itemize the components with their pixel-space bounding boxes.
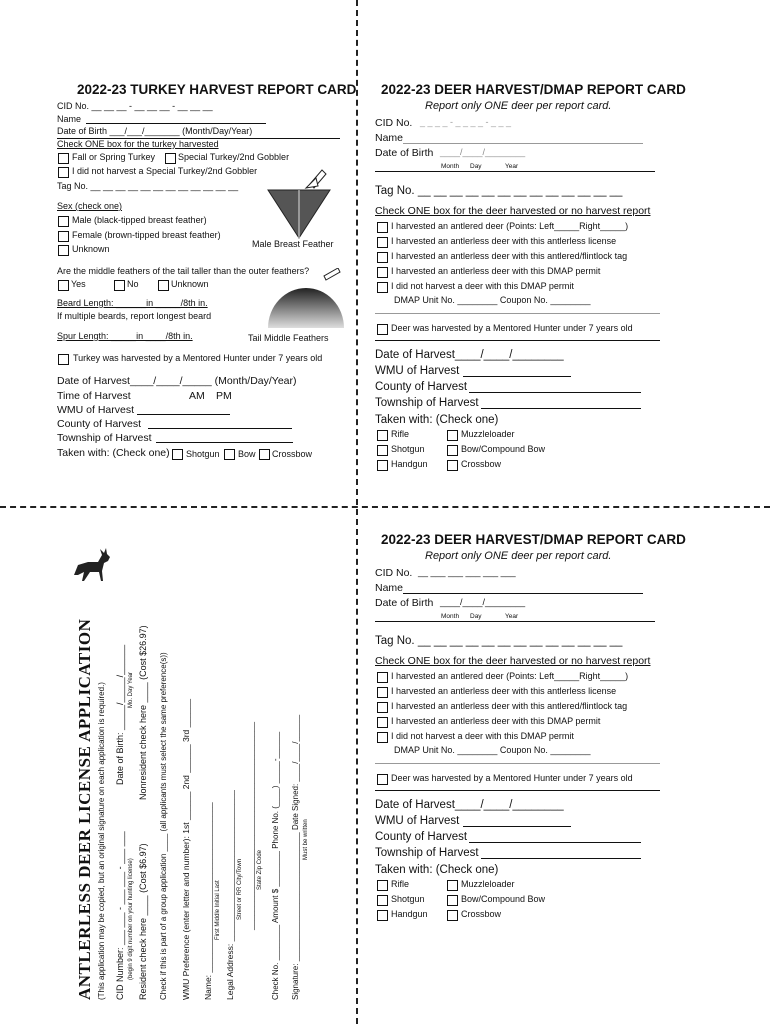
deer-date-harvest-field[interactable]: Date of Harvest____/____/________: [375, 799, 564, 811]
deer-card-title: 2022-23 DEER HARVEST/DMAP REPORT CARD: [381, 82, 686, 97]
checkbox-sex-unknown[interactable]: [58, 245, 69, 256]
checkbox-crossbow[interactable]: [447, 910, 458, 921]
label-rifle: Rifle: [391, 429, 410, 439]
turkey-check-one-heading: Check ONE box for the turkey harvested: [57, 139, 219, 149]
deer-tag-field[interactable]: Tag No. __ __ __ __ __ __ __ __ __ __ __ __ __: [375, 635, 623, 647]
deer-wmu-line[interactable]: [463, 826, 571, 827]
male-breast-feather-icon: [266, 168, 336, 240]
turkey-card-title: 2022-23 TURKEY HARVEST REPORT CARD: [77, 82, 357, 97]
label-fall-spring-turkey: Fall or Spring Turkey: [72, 152, 156, 162]
deer-wmu-label: WMU of Harvest: [375, 815, 460, 827]
resident-check-field[interactable]: Resident check here ____ (Cost $6.97): [138, 843, 148, 1000]
checkbox-muzzleloader[interactable]: [447, 880, 458, 891]
label-sex-unknown: Unknown: [72, 244, 110, 254]
application-dob-field[interactable]: Date of Birth: _____/_____/______: [115, 644, 125, 785]
application-title: ANTLERLESS DEER LICENSE APPLICATION: [75, 618, 94, 1000]
deer-check-one-heading: Check ONE box for the deer harvested or no harvest report: [375, 655, 651, 667]
label-muzzleloader: Muzzleloader: [461, 879, 515, 889]
label-crossbow: Crossbow: [461, 909, 502, 919]
divider: [375, 340, 660, 341]
dob-hint-month: Month: [441, 163, 460, 170]
checkbox-antlered[interactable]: [377, 672, 388, 683]
deer-taken-with-label: Taken with: (Check one): [375, 864, 499, 876]
label-turkey-bow: Bow: [238, 449, 256, 459]
turkey-county-label: County of Harvest: [57, 418, 142, 430]
checkbox-antlerless-dmap[interactable]: [377, 717, 388, 728]
checkbox-no-dmap-harvest[interactable]: [377, 282, 388, 293]
label-special-turkey: Special Turkey/2nd Gobbler: [178, 152, 290, 162]
beard-length-field[interactable]: Beard Length: ______in _____/8th in.: [57, 298, 208, 308]
checkbox-tail-no[interactable]: [114, 280, 125, 291]
label-tail-unknown: Unknown: [171, 279, 209, 289]
application-name-field[interactable]: Name: ____________________________________: [203, 802, 213, 1000]
deer-name-line[interactable]: [403, 593, 643, 594]
checkbox-turkey-mentored[interactable]: [58, 354, 69, 365]
checkbox-sex-female[interactable]: [58, 231, 69, 242]
tail-feather-question: Are the middle feathers of the tail taller than the outer feathers?: [57, 266, 310, 276]
label-handgun: Handgun: [391, 459, 428, 469]
deer-dob-blanks[interactable]: ____/____/________: [440, 597, 526, 607]
label-antlered: I harvested an antlered deer (Points: Left_____Right_____): [391, 671, 629, 681]
checkbox-bow-compound[interactable]: [447, 895, 458, 906]
deer-county-label: County of Harvest: [375, 381, 468, 393]
dob-hint-day: Day: [470, 613, 482, 620]
application-note: (This application may be copied, but an original signature on each application is required.): [97, 682, 106, 1000]
label-antlerless-dmap: I harvested an antlerless deer with this DMAP permit: [391, 716, 601, 726]
label-antlered: I harvested an antlered deer (Points: Left_____Right_____): [391, 221, 629, 231]
pm-option[interactable]: PM: [216, 390, 232, 402]
label-crossbow: Crossbow: [461, 459, 502, 469]
male-feather-caption: Male Breast Feather: [252, 239, 334, 249]
deer-dob-label: Date of Birth: [375, 147, 434, 159]
turkey-township-label: Township of Harvest: [57, 432, 152, 444]
legal-address-field[interactable]: Legal Address: ________________________________: [225, 790, 235, 1000]
deer-name-label: Name: [375, 582, 404, 594]
checkbox-shotgun[interactable]: [377, 895, 388, 906]
deer-card-subtitle: Report only ONE deer per report card.: [425, 550, 612, 562]
checkbox-bow-compound[interactable]: [447, 445, 458, 456]
label-deer-mentored: Deer was harvested by a Mentored Hunter under 7 years old: [391, 773, 633, 783]
checkbox-no-special-harvest[interactable]: [58, 167, 69, 178]
checkbox-antlerless-license[interactable]: [377, 237, 388, 248]
turkey-date-harvest-field[interactable]: Date of Harvest____/____/_____ (Month/Day/Year): [57, 375, 297, 387]
checkbox-handgun[interactable]: [377, 910, 388, 921]
label-bow-compound: Bow/Compound Bow: [461, 444, 546, 454]
beard-note: If multiple beards, report longest beard: [57, 311, 212, 321]
label-turkey-mentored: Turkey was harvested by a Mentored Hunter under 7 years old: [73, 353, 323, 363]
address-hint: Street or RR City/Town: [237, 858, 243, 920]
dob-hint-year: Year: [505, 613, 519, 620]
dob-hint-year: Year: [505, 163, 519, 170]
dob-hint-month: Month: [441, 613, 460, 620]
checkbox-turkey-crossbow[interactable]: [259, 449, 270, 460]
label-antlerless-license: I harvested an antlerless deer with this antlerless license: [391, 236, 617, 246]
checkbox-no-dmap-harvest[interactable]: [377, 732, 388, 743]
deer-date-harvest-field[interactable]: Date of Harvest____/____/________: [375, 349, 564, 361]
checkbox-fall-spring-turkey[interactable]: [58, 153, 69, 164]
deer-wmu-line[interactable]: [463, 376, 571, 377]
checkbox-rifle[interactable]: [377, 880, 388, 891]
label-antlerless-dmap: I harvested an antlerless deer with this DMAP permit: [391, 266, 601, 276]
deer-tag-field[interactable]: Tag No. __ __ __ __ __ __ __ __ __ __ __ __ __: [375, 185, 623, 197]
address-hint-2: State Zip Code: [257, 849, 263, 890]
application-cid-hint: (begin 9 digit number on your hunting license): [128, 858, 134, 980]
label-no-special-harvest: I did not harvest a Special Turkey/2nd Gobbler: [72, 166, 258, 176]
wmu-preference-field[interactable]: WMU Preference (enter letter and number): 1st ______ 2nd ______ 3rd ______: [181, 699, 191, 1000]
divider: [375, 621, 655, 622]
deer-wmu-label: WMU of Harvest: [375, 365, 460, 377]
label-shotgun: Shotgun: [391, 444, 425, 454]
label-antlerless-license: I harvested an antlerless deer with this antlerless license: [391, 686, 617, 696]
deer-dob-label: Date of Birth: [375, 597, 434, 609]
deer-township-line[interactable]: [481, 408, 641, 409]
turkey-dob-field[interactable]: Date of Birth ___/___/_______ (Month/Day/Year): [57, 126, 253, 136]
label-turkey-shotgun: Shotgun: [186, 449, 220, 459]
check-amount-phone-field[interactable]: Check No. ________ Amount $ ________ Phone No. (____) _____-______: [271, 731, 280, 1000]
turkey-cid-field[interactable]: CID No. __ __ __ - __ __ __ - __ __ __: [57, 101, 213, 111]
label-no-dmap-harvest: I did not harvest a deer with this DMAP permit: [391, 281, 574, 291]
deer-township-label: Township of Harvest: [375, 847, 479, 859]
deer-name-line[interactable]: [403, 143, 643, 144]
checkbox-sex-male[interactable]: [58, 216, 69, 227]
checkbox-handgun[interactable]: [377, 460, 388, 471]
address-line-2[interactable]: ____________________________________________: [245, 721, 255, 930]
deer-cid-blanks[interactable]: __ ___ ___ ___ ___ ___: [418, 567, 516, 577]
divider: [375, 790, 660, 791]
deer-cid-blanks[interactable]: _ _ _ _ - _ _ _ _ - _ _ _: [420, 117, 512, 127]
application-name-hint: First Middle Initial Last: [215, 880, 221, 940]
deer-township-line[interactable]: [481, 858, 641, 859]
tail-middle-feathers-icon: [266, 268, 346, 330]
checkbox-deer-mentored[interactable]: [377, 774, 388, 785]
turkey-township-line[interactable]: [156, 442, 293, 443]
checkbox-special-turkey[interactable]: [165, 153, 176, 164]
deer-county-label: County of Harvest: [375, 831, 468, 843]
label-bow-compound: Bow/Compound Bow: [461, 894, 546, 904]
checkbox-antlerless-flintlock[interactable]: [377, 252, 388, 263]
deer-county-line[interactable]: [469, 842, 641, 843]
checkbox-turkey-bow[interactable]: [224, 449, 235, 460]
checkbox-tail-yes[interactable]: [58, 280, 69, 291]
nonresident-check-field[interactable]: Nonresident check here ____ (Cost $26.97): [138, 625, 148, 800]
dmap-unit-coupon-field[interactable]: DMAP Unit No. ________ Coupon No. ________: [394, 295, 591, 305]
deer-county-line[interactable]: [469, 392, 641, 393]
deer-township-label: Township of Harvest: [375, 397, 479, 409]
deer-card-title: 2022-23 DEER HARVEST/DMAP REPORT CARD: [381, 532, 686, 547]
dmap-unit-coupon-field[interactable]: DMAP Unit No. ________ Coupon No. ________: [394, 745, 591, 755]
horizontal-cut-line: [0, 506, 770, 508]
divider: [375, 313, 660, 314]
spur-length-field[interactable]: Spur Length: _____in ____/8th in.: [57, 331, 193, 341]
signature-field[interactable]: Signature: _____________________________ Date Signed: ____/____/______: [291, 714, 300, 1000]
deer-card-subtitle: Report only ONE deer per report card.: [425, 100, 612, 112]
checkbox-shotgun[interactable]: [377, 445, 388, 456]
application-cid-field[interactable]: CID Number: ___ ___ - ___ ___ - ___ ___: [115, 831, 125, 1000]
group-application-field[interactable]: Check if this is part of a group application ____ (all applicants must select the same preference(s)): [159, 652, 168, 1000]
deer-taken-with-label: Taken with: (Check one): [375, 414, 499, 426]
application-rotated-body: [75, 530, 315, 1000]
deer-name-label: Name: [375, 132, 404, 144]
label-tail-yes: Yes: [71, 279, 86, 289]
divider: [375, 763, 660, 764]
deer-check-one-heading: Check ONE box for the deer harvested or no harvest report: [375, 205, 651, 217]
label-no-dmap-harvest: I did not harvest a deer with this DMAP permit: [391, 731, 574, 741]
turkey-tag-field[interactable]: Tag No. __ __ __ __ __ __ __ __ __ __ __ __: [57, 181, 239, 191]
checkbox-crossbow[interactable]: [447, 460, 458, 471]
label-antlerless-flintlock: I harvested an antlerless deer with this antlered/flintlock tag: [391, 701, 628, 711]
label-turkey-crossbow: Crossbow: [272, 449, 313, 459]
label-muzzleloader: Muzzleloader: [461, 429, 515, 439]
checkbox-antlerless-license[interactable]: [377, 687, 388, 698]
deer-cid-label: CID No.: [375, 567, 413, 579]
turkey-name-line[interactable]: [86, 123, 266, 124]
deer-dob-blanks[interactable]: ____/____/________: [440, 147, 526, 157]
checkbox-antlered[interactable]: [377, 222, 388, 233]
am-option[interactable]: AM: [189, 390, 205, 402]
label-tail-no: No: [127, 279, 139, 289]
checkbox-turkey-shotgun[interactable]: [172, 449, 183, 460]
vertical-cut-line: [356, 0, 358, 1024]
label-antlerless-flintlock: I harvested an antlerless deer with this antlered/flintlock tag: [391, 251, 628, 261]
label-rifle: Rifle: [391, 879, 410, 889]
turkey-county-line[interactable]: [148, 428, 292, 429]
label-sex-female: Female (brown-tipped breast feather): [72, 230, 221, 240]
checkbox-rifle[interactable]: [377, 430, 388, 441]
checkbox-antlerless-flintlock[interactable]: [377, 702, 388, 713]
application-dob-hint: Mo. Day Year: [128, 671, 134, 708]
checkbox-antlerless-dmap[interactable]: [377, 267, 388, 278]
label-sex-male: Male (black-tipped breast feather): [72, 215, 207, 225]
turkey-time-harvest-label: Time of Harvest: [57, 390, 131, 402]
checkbox-tail-unknown[interactable]: [158, 280, 169, 291]
turkey-wmu-label: WMU of Harvest: [57, 404, 135, 416]
must-be-written-note: Must be written: [303, 819, 309, 860]
checkbox-deer-mentored[interactable]: [377, 324, 388, 335]
turkey-name-label: Name: [57, 114, 82, 124]
turkey-wmu-line[interactable]: [137, 414, 230, 415]
checkbox-muzzleloader[interactable]: [447, 430, 458, 441]
label-shotgun: Shotgun: [391, 894, 425, 904]
label-handgun: Handgun: [391, 909, 428, 919]
deer-cid-label: CID No.: [375, 117, 413, 129]
sex-heading: Sex (check one): [57, 201, 123, 211]
dob-hint-day: Day: [470, 163, 482, 170]
label-deer-mentored: Deer was harvested by a Mentored Hunter under 7 years old: [391, 323, 633, 333]
turkey-taken-with-label: Taken with: (Check one): [57, 447, 170, 459]
divider: [375, 171, 655, 172]
tail-caption: Tail Middle Feathers: [248, 333, 329, 343]
